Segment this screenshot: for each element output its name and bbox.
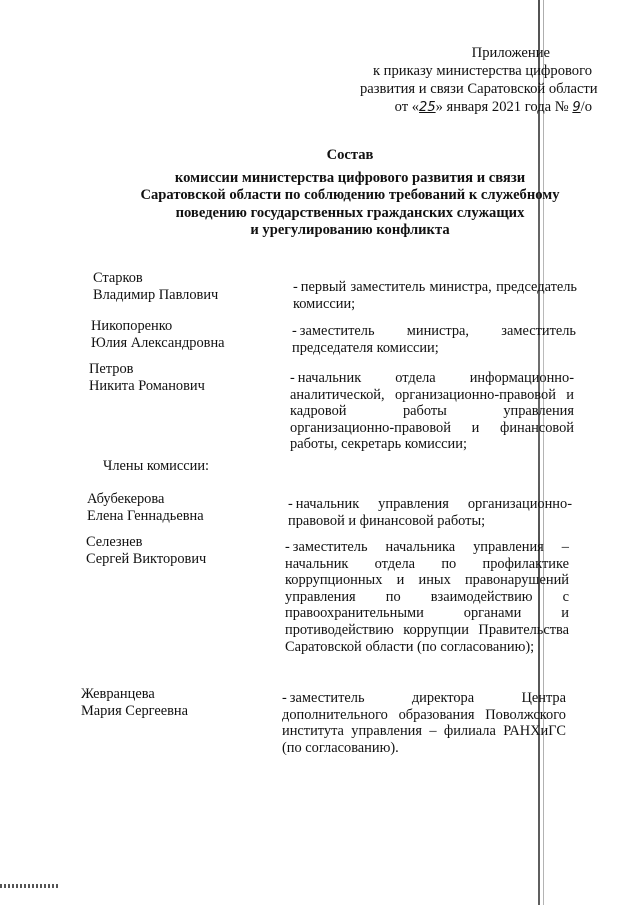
date-prefix: от « [394,99,420,115]
title-line-3: Саратовской области по соблюдению требований к служебному [140,187,560,203]
member-role: - первый заместитель министра, председатель комиссии; [293,279,577,312]
member-given-names: Никита Романович [89,377,205,394]
appendix-ministry-line: развития и связи Саратовской области [360,81,598,97]
member-role: - начальник отдела информационно-аналитической, организационно-правовой и кадровой работы управления организационно-правовой и финансовой работы, секретарь комиссии; [290,370,574,453]
member-role: - заместитель начальника управления – начальник отдела по профилактике коррупционных и иных правонарушений управления по взаимодействию с правоохранительными органами и противодействию коррупции Правительства Саратовской области (по согласованию); [285,539,569,655]
member-name [89,361,205,394]
member-role: - заместитель министра, заместитель председателя комиссии; [292,323,576,356]
member-given-names: Елена Геннадьевна [87,507,204,524]
member-name [81,686,188,719]
scan-edge-mark [0,884,58,888]
date-middle: » января 2021 года № [435,99,573,115]
member-role-text: заместитель директора Центра дополнительного образования Поволжского института управления – филиала РАНХиГС (по согласованию). [282,690,566,756]
member-surname: Никопоренко [91,318,173,334]
member-name [93,270,218,303]
title-line-5: и урегулированию конфликта [250,222,450,238]
title-line-4: поведению государственных гражданских служащих [175,204,525,221]
member-surname: Селезнев [86,534,143,550]
title-line-1: Состав [326,147,374,163]
member-given-names: Мария Сергеевна [81,702,189,719]
member-name [91,318,225,351]
order-number: 9 [572,100,581,115]
member-given-names: Юлия Александровна [91,334,225,351]
members-heading: Члены комиссии: [103,458,210,474]
appendix-date-line [360,98,592,117]
member-given-names: Владимир Павлович [93,286,219,303]
date-day: 25 [419,100,436,115]
order-number-suffix: /о [580,99,592,115]
member-role-text: начальник управления организационно-правовой и финансовой работы; [288,496,572,529]
member-given-names: Сергей Викторович [86,550,207,567]
member-surname: Старков [93,270,143,286]
member-surname: Петров [89,361,134,377]
appendix-block [360,44,598,117]
member-surname: Абубекерова [87,491,165,507]
member-role-text: начальник отдела информационно-аналитической, организационно-правовой и кадровой работы управления организационно-правовой и финансовой работы, секретарь комиссии; [290,370,574,453]
document-title [110,147,590,240]
member-name [86,534,206,567]
member-role-text: первый заместитель министра, председатель комиссии; [293,279,577,312]
title-line-2: комиссии министерства цифрового развития и связи [174,169,526,186]
member-role-text: заместитель начальника управления – начальник отдела по профилактике коррупционных и иных правонарушений управления по взаимодействию с правоохранительными органами и противодействию коррупции Правительства Саратовской области (по согласованию); [285,539,569,655]
member-name [87,491,204,524]
member-role: - заместитель директора Центра дополнительного образования Поволжского института управления – филиала РАНХиГС (по согласованию). [282,690,566,756]
member-role-text: заместитель министра, заместитель председателя комиссии; [292,323,576,356]
appendix-order-line: к приказу министерства цифрового [372,63,592,79]
member-role: - начальник управления организационно-правовой и финансовой работы; [288,496,572,529]
appendix-heading: Приложение [471,45,550,61]
member-surname: Жевранцева [81,686,155,702]
